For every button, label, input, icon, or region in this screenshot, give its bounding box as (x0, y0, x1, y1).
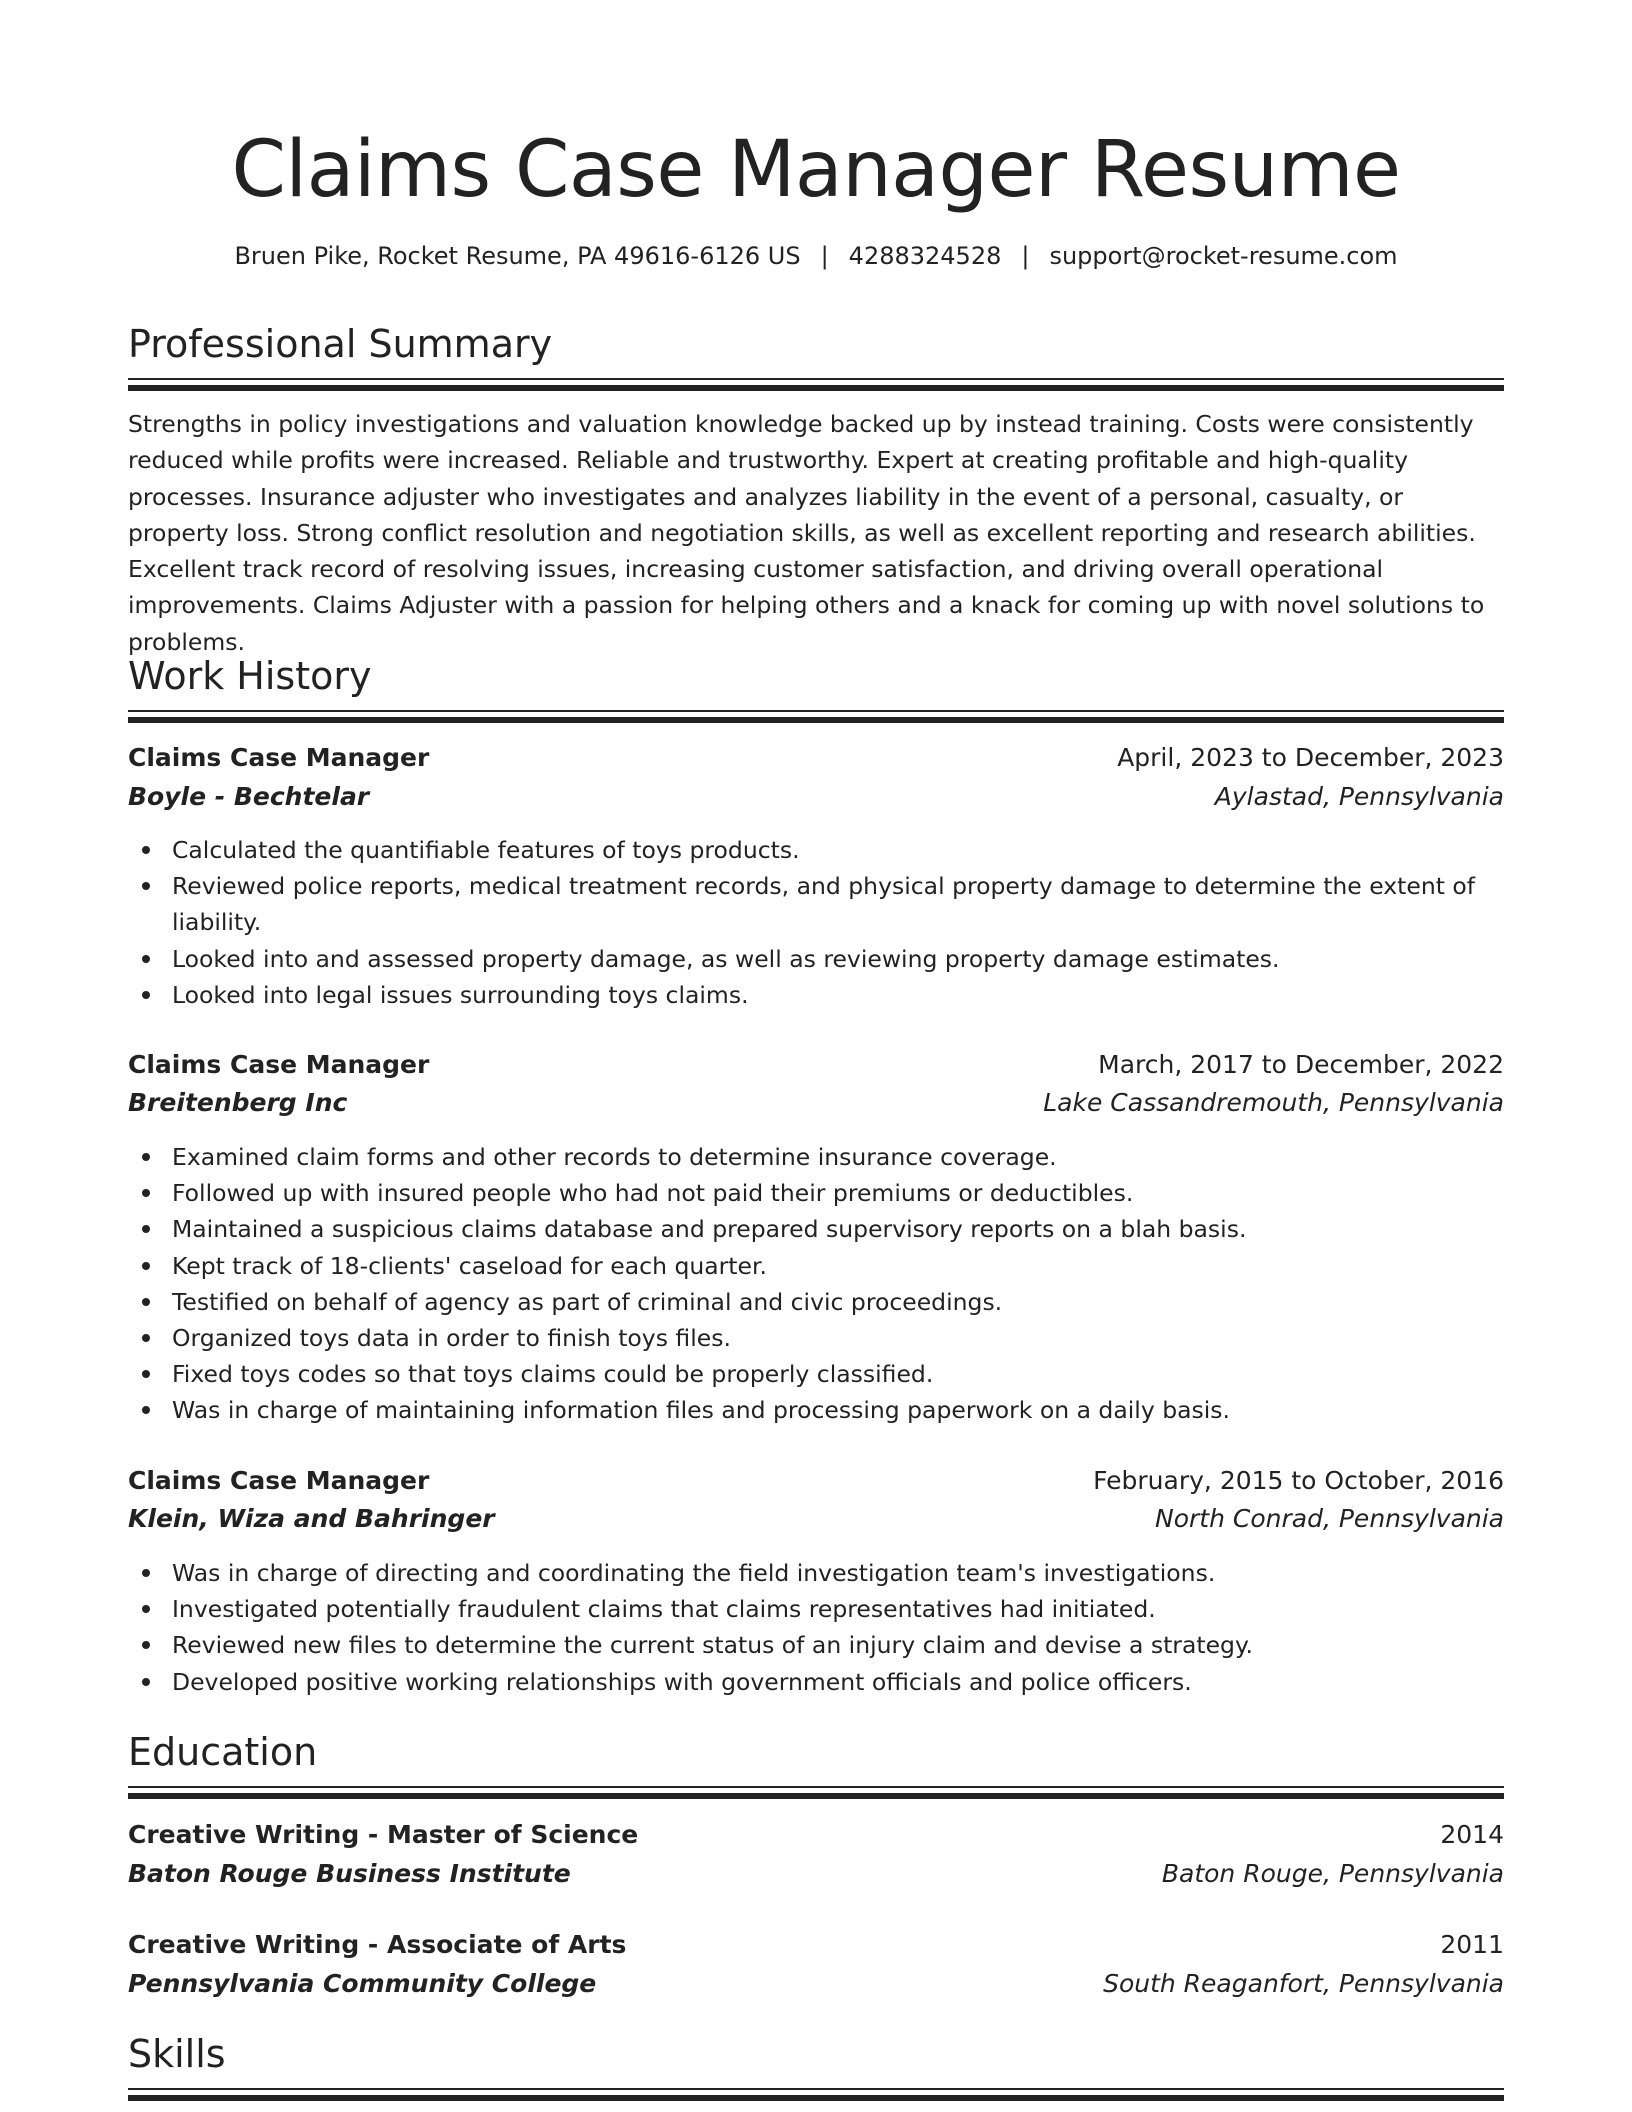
job-location: Aylastad, Pennsylvania (1214, 782, 1504, 811)
education-subheader (128, 1855, 1504, 1893)
section-divider (128, 1786, 1504, 1797)
job-company: Breitenberg Inc (128, 1088, 348, 1117)
job-dates: February, 2015 to October, 2016 (1093, 1466, 1504, 1495)
job-title: Claims Case Manager (128, 743, 430, 772)
education-school: Pennsylvania Community College (128, 1969, 597, 1998)
education-degree: Creative Writing - Associate of Arts (128, 1930, 627, 1959)
education-year: 2014 (1440, 1820, 1504, 1849)
list-item: Calculated the quantifiable features of toys products. (128, 832, 1504, 868)
list-item: Looked into and assessed property damage, as well as reviewing property damage estimates. (128, 941, 1504, 977)
list-item: Reviewed new files to determine the current status of an injury claim and devise a strategy. (128, 1627, 1504, 1663)
section-heading-skills: Skills (128, 2032, 226, 2076)
job-title: Claims Case Manager (128, 1466, 430, 1495)
summary-text: Strengths in policy investigations and valuation knowledge backed up by instead training. Costs were consistently reduced while profits were increased. Reliable and trustworthy. Expert at creating profitable and high-quality processes. Insurance adjuster who investigates and analyzes liability in the event of a personal, casualty, or property loss. Strong conflict resolution and negotiation skills, as well as excellent reporting and research abilities. Excellent track record of resolving issues, increasing customer satisfaction, and driving overall operational improvements. Claims Adjuster with a passion for helping others and a knack for coming up with novel solutions to problems. (128, 410, 1485, 656)
contact-line (128, 238, 1504, 274)
contact-address: Bruen Pike, Rocket Resume, PA 49616-6126 US (234, 242, 801, 270)
list-item: Fixed toys codes so that toys claims could be properly classified. (128, 1356, 1504, 1392)
education-subheader (128, 1965, 1504, 2003)
contact-phone: 4288324528 (848, 242, 1002, 270)
job-subheader (128, 1500, 1504, 1538)
list-item: Looked into legal issues surrounding toys claims. (128, 977, 1504, 1013)
job-title: Claims Case Manager (128, 1050, 430, 1079)
education-header (128, 1926, 1504, 1964)
job-dates: April, 2023 to December, 2023 (1117, 743, 1504, 772)
list-item: Examined claim forms and other records to determine insurance coverage. (128, 1139, 1504, 1175)
list-item: Maintained a suspicious claims database and prepared supervisory reports on a blah basis. (128, 1211, 1504, 1247)
job-subheader (128, 1084, 1504, 1122)
education-header (128, 1816, 1504, 1854)
job-bullets (128, 832, 1504, 1013)
contact-separator: | (1021, 242, 1030, 270)
list-item: Investigated potentially fraudulent claims that claims representatives had initiated. (128, 1591, 1504, 1627)
job-header (128, 1462, 1504, 1500)
section-heading-education: Education (128, 1730, 318, 1774)
resume-title: Claims Case Manager Resume (231, 125, 1401, 215)
list-item: Organized toys data in order to finish toys files. (128, 1320, 1504, 1356)
job-dates: March, 2017 to December, 2022 (1098, 1050, 1504, 1079)
job-header (128, 1046, 1504, 1084)
job-bullets (128, 1139, 1504, 1429)
section-heading-summary: Professional Summary (128, 322, 553, 366)
list-item: Testified on behalf of agency as part of criminal and civic proceedings. (128, 1284, 1504, 1320)
job-company: Klein, Wiza and Bahringer (128, 1504, 495, 1533)
job-header (128, 739, 1504, 777)
section-divider (128, 710, 1504, 721)
education-degree: Creative Writing - Master of Science (128, 1820, 639, 1849)
list-item: Followed up with insured people who had not paid their premiums or deductibles. (128, 1175, 1504, 1211)
list-item: Reviewed police reports, medical treatment records, and physical property damage to determine the extent of liability. (128, 868, 1504, 940)
education-location: Baton Rouge, Pennsylvania (1161, 1859, 1504, 1888)
job-location: Lake Cassandremouth, Pennsylvania (1043, 1088, 1504, 1117)
education-school: Baton Rouge Business Institute (128, 1859, 571, 1888)
education-location: South Reaganfort, Pennsylvania (1103, 1969, 1504, 1998)
job-company: Boyle - Bechtelar (128, 782, 370, 811)
list-item: Kept track of 18-clients' caseload for each quarter. (128, 1248, 1504, 1284)
section-heading-work-history: Work History (128, 654, 372, 698)
education-year: 2011 (1440, 1930, 1504, 1959)
job-location: North Conrad, Pennsylvania (1155, 1504, 1504, 1533)
section-divider (128, 378, 1504, 389)
job-subheader (128, 778, 1504, 816)
list-item: Was in charge of directing and coordinating the field investigation team's investigations. (128, 1555, 1504, 1591)
list-item: Was in charge of maintaining information files and processing paperwork on a daily basis. (128, 1392, 1504, 1428)
section-divider (128, 2088, 1504, 2099)
list-item: Developed positive working relationships with government officials and police officers. (128, 1664, 1504, 1700)
contact-email: support@rocket-resume.com (1049, 242, 1398, 270)
contact-separator: | (820, 242, 829, 270)
job-bullets (128, 1555, 1504, 1700)
